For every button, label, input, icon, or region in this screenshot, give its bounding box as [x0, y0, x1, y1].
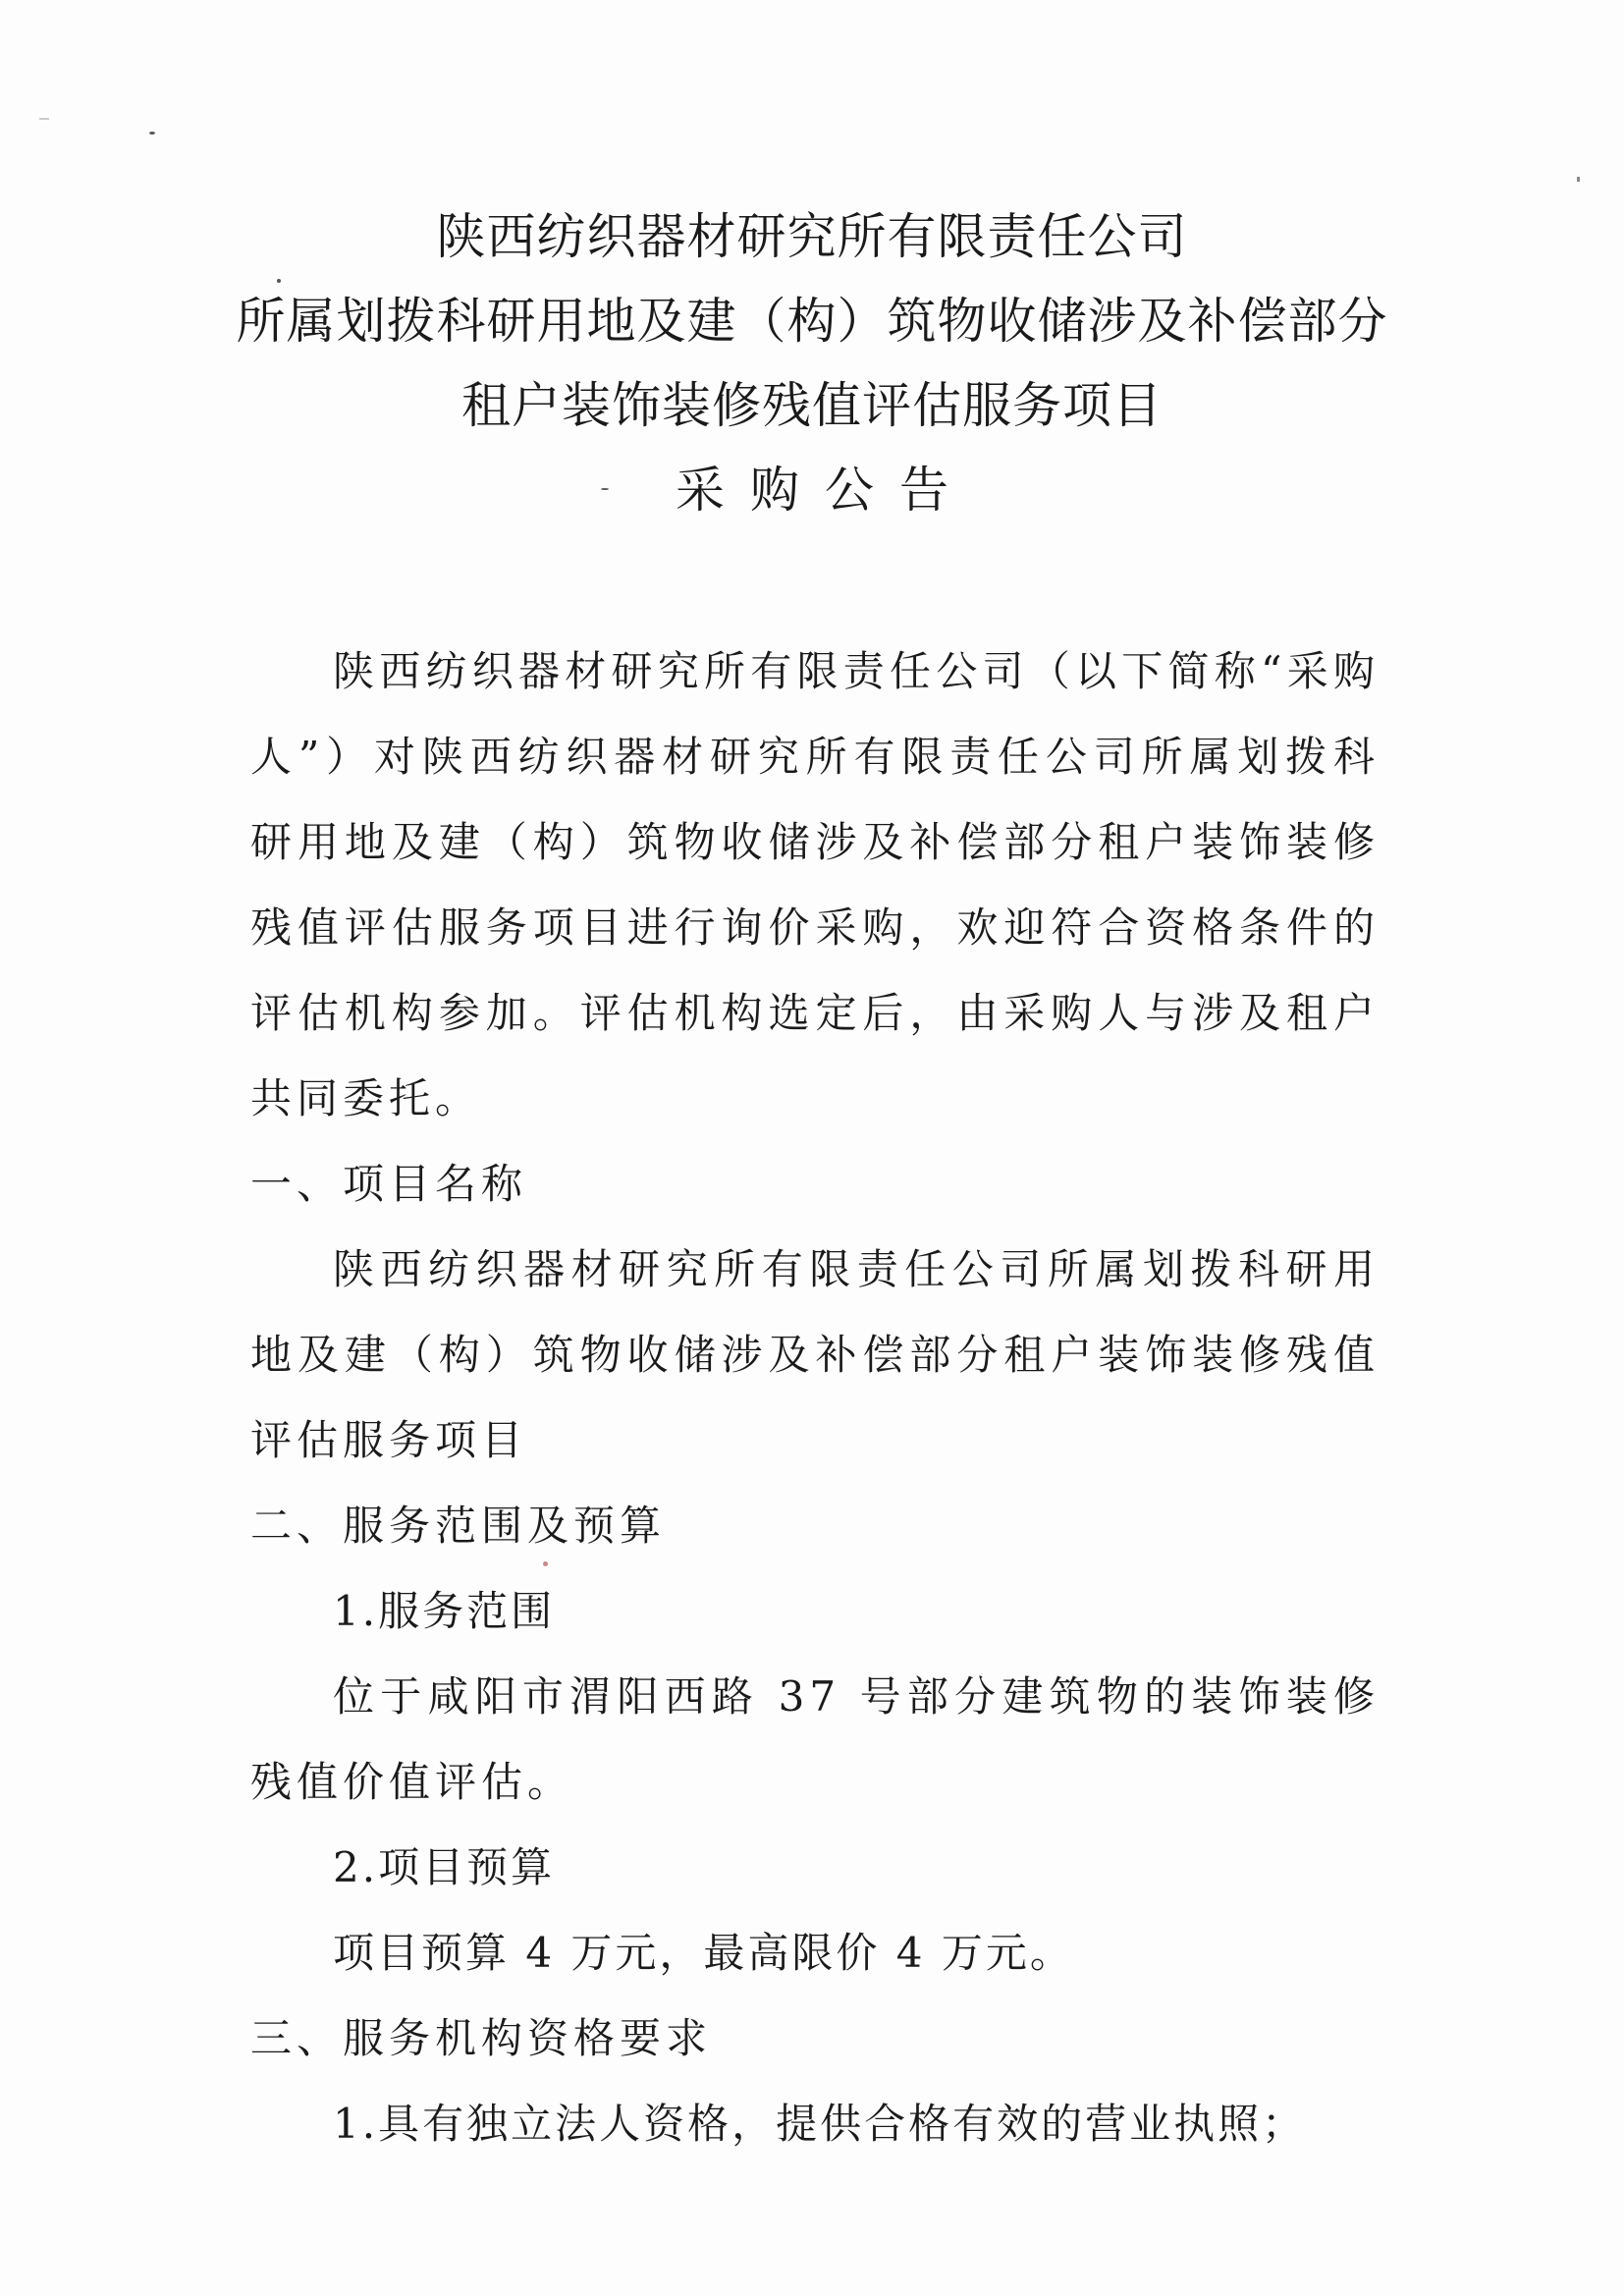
title-line-1: 陕西纺织器材研究所有限责任公司 [436, 208, 1188, 265]
section-3-heading: 三、服务机构资格要求 [250, 2014, 713, 2062]
scan-speck [601, 488, 609, 490]
scan-speck [277, 279, 281, 283]
scan-speck [149, 132, 155, 135]
section-2-heading: 二、服务范围及预算 [250, 1502, 667, 1550]
document-title [0, 194, 1624, 532]
section-3-item-1: 1.具有独立法人资格，提供合格有效的营业执照； [333, 2100, 1307, 2148]
section-2-sub-2-text: 项目预算 4 万元，最高限价 4 万元。 [333, 1929, 1074, 1977]
intro-paragraph: 陕西纺织器材研究所有限责任公司（以下简称“采购人”）对陕西纺织器材研究所有限责任公司所属划拨科研用地及建（构）筑物收储涉及补偿部分租户装饰装修残值评估服务项目进行询价采购，欢迎符合资格条件的评估机构参加。评估机构选定后，由采购人与涉及租户共同委托。 [250, 647, 1380, 1122]
scan-speck [543, 1561, 548, 1566]
section-2-sub-1-text: 位于咸阳市渭阳西路 37 号部分建筑物的装饰装修残值价值评估。 [250, 1672, 1380, 1806]
title-line-3: 租户装饰装修残值评估服务项目 [461, 377, 1163, 434]
section-1-heading: 一、项目名称 [250, 1160, 528, 1208]
section-2-sub-2: 2.项目预算 [333, 1843, 556, 1891]
title-line-2: 所属划拨科研用地及建（构）筑物收储涉及补偿部分 [236, 293, 1388, 350]
title-line-4: 采购公告 [676, 462, 974, 519]
document-body [250, 629, 1380, 2166]
scan-edge-mark [39, 118, 49, 120]
section-1-text: 陕西纺织器材研究所有限责任公司所属划拨科研用地及建（构）筑物收储涉及补偿部分租户装饰装修残值评估服务项目 [250, 1245, 1380, 1464]
section-2-sub-1: 1.服务范围 [333, 1587, 556, 1635]
scan-edge-mark [1577, 177, 1580, 182]
